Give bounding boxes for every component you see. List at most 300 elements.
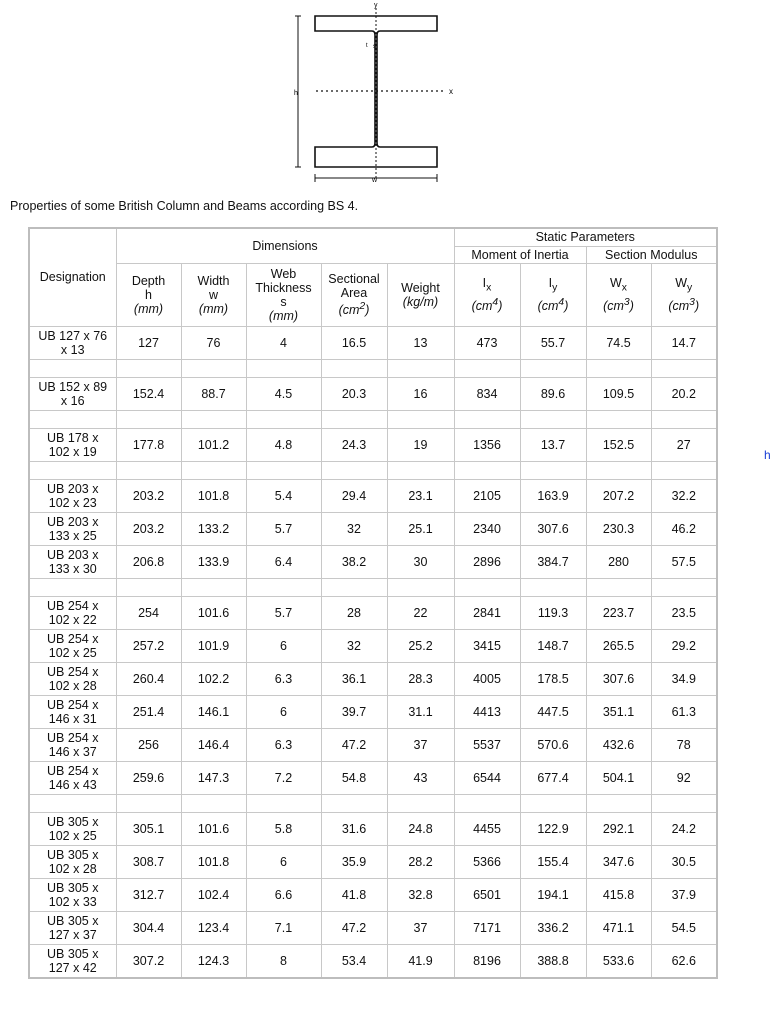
table-row	[29, 545, 717, 578]
cell-m: 22	[387, 596, 454, 629]
designation-cell	[29, 812, 116, 845]
cell-wy: 27	[651, 428, 717, 461]
cell-wy: 24.2	[651, 812, 717, 845]
width-header	[181, 263, 246, 326]
table-row	[29, 728, 717, 761]
table-row	[29, 428, 717, 461]
cell-iy: 13.7	[520, 428, 586, 461]
cell-m: 25.1	[387, 512, 454, 545]
cell-ix: 6501	[454, 878, 520, 911]
area-header-unit	[338, 300, 370, 318]
separator-cell	[116, 359, 181, 377]
wx-unit-exponent: 3	[623, 296, 630, 308]
beam-properties-table	[28, 227, 718, 979]
cell-a: 31.6	[321, 812, 387, 845]
cell-ix: 7171	[454, 911, 520, 944]
separator-cell	[116, 410, 181, 428]
cell-wx: 152.5	[586, 428, 651, 461]
wy-subscript: y	[687, 282, 693, 294]
group-separator-row	[29, 794, 717, 812]
table-row	[29, 596, 717, 629]
designation-line-1: UB 203 x	[47, 547, 99, 562]
designation-line-1: UB 305 x	[47, 880, 99, 895]
cell-wy: 61.3	[651, 695, 717, 728]
table-row	[29, 944, 717, 978]
designation-cell	[29, 845, 116, 878]
separator-cell	[321, 410, 387, 428]
separator-cell	[246, 410, 321, 428]
cell-iy: 384.7	[520, 545, 586, 578]
cell-m: 25.2	[387, 629, 454, 662]
designation-line-2: 102 x 28	[48, 678, 97, 693]
cell-ix: 4005	[454, 662, 520, 695]
separator-cell	[651, 461, 717, 479]
table-row	[29, 695, 717, 728]
width-header-unit: (mm)	[198, 301, 229, 316]
designation-line-1: UB 127 x 76	[38, 328, 108, 343]
cell-ix: 4413	[454, 695, 520, 728]
cell-a: 32	[321, 512, 387, 545]
separator-cell	[387, 359, 454, 377]
designation-line-1: UB 254 x	[47, 730, 99, 745]
separator-cell	[586, 461, 651, 479]
cell-h: 251.4	[116, 695, 181, 728]
cell-wy: 92	[651, 761, 717, 794]
cell-wy: 57.5	[651, 545, 717, 578]
wy-unit-close: )	[694, 298, 700, 313]
iy-symbol: I	[548, 276, 553, 291]
cell-m: 43	[387, 761, 454, 794]
cell-ix: 834	[454, 377, 520, 410]
separator-cell	[181, 578, 246, 596]
designation-line-2: 146 x 43	[48, 777, 97, 792]
cell-iy: 447.5	[520, 695, 586, 728]
area-header-name-2: Area	[340, 285, 368, 300]
cell-iy: 194.1	[520, 878, 586, 911]
web-thickness-header	[246, 263, 321, 326]
cell-h: 260.4	[116, 662, 181, 695]
cell-m: 13	[387, 326, 454, 359]
separator-cell	[321, 578, 387, 596]
y-axis-label: y	[374, 2, 378, 9]
separator-cell	[520, 794, 586, 812]
cell-s: 5.7	[246, 512, 321, 545]
depth-header	[116, 263, 181, 326]
designation-line-2: 127 x 37	[48, 927, 97, 942]
cell-wx: 223.7	[586, 596, 651, 629]
cell-wy: 62.6	[651, 944, 717, 978]
designation-line-2: 133 x 25	[48, 528, 97, 543]
cell-m: 37	[387, 728, 454, 761]
designation-line-1: UB 305 x	[47, 847, 99, 862]
cell-m: 24.8	[387, 812, 454, 845]
cell-wy: 30.5	[651, 845, 717, 878]
designation-line-2: 133 x 30	[48, 561, 97, 576]
cell-w: 88.7	[181, 377, 246, 410]
separator-cell	[520, 359, 586, 377]
designation-line-2: 102 x 19	[48, 444, 97, 459]
wy-unit-exponent: 3	[689, 296, 695, 308]
iy-unit-exponent: 4	[558, 296, 565, 308]
cell-s: 6.3	[246, 728, 321, 761]
designation-line-2: 146 x 31	[48, 711, 97, 726]
cell-s: 6.4	[246, 545, 321, 578]
cell-a: 47.2	[321, 911, 387, 944]
separator-cell	[29, 359, 116, 377]
flange-thickness-label: t	[366, 43, 368, 49]
ix-unit-exponent: 4	[492, 296, 499, 308]
separator-cell	[520, 578, 586, 596]
cell-s: 6.3	[246, 662, 321, 695]
group-separator-row	[29, 461, 717, 479]
cell-a: 54.8	[321, 761, 387, 794]
cell-iy: 89.6	[520, 377, 586, 410]
cell-iy: 148.7	[520, 629, 586, 662]
area-unit-exponent: 2	[359, 300, 366, 312]
cell-h: 152.4	[116, 377, 181, 410]
cell-iy: 570.6	[520, 728, 586, 761]
cell-ix: 1356	[454, 428, 520, 461]
cell-wx: 415.8	[586, 878, 651, 911]
cell-ix: 6544	[454, 761, 520, 794]
cell-w: 76	[181, 326, 246, 359]
separator-cell	[651, 359, 717, 377]
separator-cell	[181, 359, 246, 377]
cell-wx: 533.6	[586, 944, 651, 978]
cell-w: 146.4	[181, 728, 246, 761]
separator-cell	[246, 359, 321, 377]
ix-unit-close: )	[498, 298, 503, 313]
cell-a: 32	[321, 629, 387, 662]
designation-line-2: 102 x 23	[48, 495, 97, 510]
area-header-name-1: Sectional	[328, 271, 380, 286]
designation-cell	[29, 911, 116, 944]
depth-header-symbol: h	[145, 287, 152, 302]
cell-w: 146.1	[181, 695, 246, 728]
cell-m: 19	[387, 428, 454, 461]
separator-cell	[29, 794, 116, 812]
cell-s: 4.8	[246, 428, 321, 461]
table-caption: Properties of some British Column and Beams according BS 4.	[10, 199, 359, 213]
designation-line-1: UB 254 x	[47, 598, 99, 613]
cell-ix: 4455	[454, 812, 520, 845]
separator-cell	[454, 461, 520, 479]
cell-iy: 155.4	[520, 845, 586, 878]
iy-unit-close: )	[564, 298, 569, 313]
designation-cell	[29, 944, 116, 978]
cell-wx: 307.6	[586, 662, 651, 695]
separator-cell	[29, 578, 116, 596]
cell-h: 257.2	[116, 629, 181, 662]
x-axis-label: x	[449, 87, 453, 96]
table-row	[29, 662, 717, 695]
designation-line-2: 102 x 25	[48, 645, 97, 660]
designation-line-2: x 16	[60, 393, 85, 408]
web-header-name-2: Thickness	[255, 280, 312, 295]
separator-cell	[116, 794, 181, 812]
cell-m: 32.8	[387, 878, 454, 911]
cell-h: 256	[116, 728, 181, 761]
separator-cell	[586, 410, 651, 428]
designation-cell	[29, 377, 116, 410]
separator-cell	[651, 410, 717, 428]
separator-cell	[454, 410, 520, 428]
cell-wy: 14.7	[651, 326, 717, 359]
separator-cell	[246, 794, 321, 812]
cell-ix: 5366	[454, 845, 520, 878]
cell-wx: 109.5	[586, 377, 651, 410]
separator-cell	[116, 461, 181, 479]
cell-w: 101.8	[181, 845, 246, 878]
cell-m: 31.1	[387, 695, 454, 728]
separator-cell	[651, 578, 717, 596]
cell-ix: 2105	[454, 479, 520, 512]
designation-line-1: UB 254 x	[47, 763, 99, 778]
designation-header: Designation	[29, 228, 116, 326]
table-row	[29, 377, 717, 410]
cell-a: 16.5	[321, 326, 387, 359]
cell-wy: 23.5	[651, 596, 717, 629]
separator-cell	[29, 410, 116, 428]
cell-wy: 29.2	[651, 629, 717, 662]
designation-cell	[29, 878, 116, 911]
weight-header-name: Weight	[401, 280, 440, 295]
separator-cell	[321, 461, 387, 479]
iy-header	[520, 263, 586, 326]
separator-cell	[387, 794, 454, 812]
cell-a: 47.2	[321, 728, 387, 761]
ix-subscript: x	[486, 282, 492, 294]
cell-w: 147.3	[181, 761, 246, 794]
cell-w: 124.3	[181, 944, 246, 978]
cell-m: 37	[387, 911, 454, 944]
designation-line-2: x 13	[60, 342, 85, 357]
cell-wx: 292.1	[586, 812, 651, 845]
beam-properties-table-wrapper	[28, 227, 718, 979]
cell-s: 5.4	[246, 479, 321, 512]
web-thickness-label: s	[373, 44, 376, 50]
cell-wx: 504.1	[586, 761, 651, 794]
cell-s: 6.6	[246, 878, 321, 911]
cell-s: 6	[246, 629, 321, 662]
designation-line-1: UB 305 x	[47, 946, 99, 961]
cell-w: 102.4	[181, 878, 246, 911]
cell-ix: 473	[454, 326, 520, 359]
separator-cell	[116, 578, 181, 596]
table-row	[29, 845, 717, 878]
separator-cell	[387, 410, 454, 428]
group-separator-row	[29, 359, 717, 377]
cell-m: 41.9	[387, 944, 454, 978]
cell-wx: 230.3	[586, 512, 651, 545]
ix-unit	[471, 296, 503, 313]
weight-header-unit: (kg/m)	[402, 294, 439, 309]
cell-wy: 34.9	[651, 662, 717, 695]
width-header-symbol: w	[208, 287, 219, 302]
cell-w: 101.6	[181, 596, 246, 629]
static-parameters-header: Static Parameters	[454, 228, 717, 246]
cell-a: 35.9	[321, 845, 387, 878]
cell-w: 133.9	[181, 545, 246, 578]
designation-cell	[29, 545, 116, 578]
depth-label: h	[294, 90, 298, 97]
i-beam-section-diagram	[280, 0, 470, 185]
cell-w: 133.2	[181, 512, 246, 545]
separator-cell	[246, 578, 321, 596]
web-header-symbol: s	[280, 294, 287, 309]
table-row	[29, 629, 717, 662]
designation-cell	[29, 512, 116, 545]
web-header-unit: (mm)	[268, 308, 299, 323]
cell-h: 304.4	[116, 911, 181, 944]
cell-h: 203.2	[116, 479, 181, 512]
cell-h: 254	[116, 596, 181, 629]
separator-cell	[29, 461, 116, 479]
cell-m: 16	[387, 377, 454, 410]
designation-line-2: 102 x 25	[48, 828, 97, 843]
cell-h: 177.8	[116, 428, 181, 461]
group-separator-row	[29, 578, 717, 596]
designation-cell	[29, 695, 116, 728]
separator-cell	[520, 410, 586, 428]
separator-cell	[520, 461, 586, 479]
cell-wy: 32.2	[651, 479, 717, 512]
edge-link-fragment[interactable]: h	[764, 448, 771, 462]
table-row	[29, 326, 717, 359]
cell-h: 206.8	[116, 545, 181, 578]
designation-line-2: 102 x 22	[48, 612, 97, 627]
cell-m: 23.1	[387, 479, 454, 512]
cell-wy: 78	[651, 728, 717, 761]
separator-cell	[387, 461, 454, 479]
table-row	[29, 911, 717, 944]
wx-unit-close: )	[629, 298, 634, 313]
area-unit-close: )	[365, 303, 370, 318]
cell-m: 28.3	[387, 662, 454, 695]
table-body	[29, 326, 717, 978]
wy-unit-base: (cm	[668, 298, 690, 313]
cell-h: 308.7	[116, 845, 181, 878]
cell-wx: 347.6	[586, 845, 651, 878]
cell-s: 7.2	[246, 761, 321, 794]
designation-line-1: UB 254 x	[47, 664, 99, 679]
dimensions-header: Dimensions	[116, 228, 454, 263]
cell-ix: 8196	[454, 944, 520, 978]
cell-ix: 2896	[454, 545, 520, 578]
table-row	[29, 512, 717, 545]
depth-header-unit: (mm)	[133, 301, 164, 316]
cell-iy: 119.3	[520, 596, 586, 629]
cell-wy: 20.2	[651, 377, 717, 410]
separator-cell	[181, 461, 246, 479]
cell-h: 259.6	[116, 761, 181, 794]
cell-ix: 2340	[454, 512, 520, 545]
designation-line-1: UB 305 x	[47, 814, 99, 829]
table-row	[29, 812, 717, 845]
weight-header	[387, 263, 454, 326]
cell-a: 53.4	[321, 944, 387, 978]
cell-iy: 388.8	[520, 944, 586, 978]
cell-iy: 55.7	[520, 326, 586, 359]
group-separator-row	[29, 410, 717, 428]
cell-wx: 471.1	[586, 911, 651, 944]
cell-ix: 2841	[454, 596, 520, 629]
separator-cell	[454, 794, 520, 812]
web-header-name-1: Web	[270, 266, 297, 281]
cell-s: 4	[246, 326, 321, 359]
designation-cell	[29, 596, 116, 629]
cell-s: 5.7	[246, 596, 321, 629]
width-label: w	[372, 177, 378, 184]
wx-unit-base: (cm	[603, 298, 624, 313]
designation-line-2: 146 x 37	[48, 744, 97, 759]
ix-unit-base: (cm	[471, 298, 493, 313]
designation-line-1: UB 178 x	[47, 430, 99, 445]
cell-iy: 336.2	[520, 911, 586, 944]
separator-cell	[586, 794, 651, 812]
separator-cell	[321, 794, 387, 812]
cell-a: 36.1	[321, 662, 387, 695]
cell-m: 28.2	[387, 845, 454, 878]
cell-wx: 265.5	[586, 629, 651, 662]
cell-s: 7.1	[246, 911, 321, 944]
cell-h: 307.2	[116, 944, 181, 978]
wx-symbol: W	[609, 276, 622, 291]
wx-subscript: x	[621, 282, 627, 294]
designation-line-1: UB 305 x	[47, 913, 99, 928]
cell-a: 41.8	[321, 878, 387, 911]
designation-line-2: 127 x 42	[48, 960, 97, 975]
wy-symbol: W	[675, 276, 688, 291]
cell-ix: 3415	[454, 629, 520, 662]
separator-cell	[321, 359, 387, 377]
ix-header	[454, 263, 520, 326]
cell-s: 6	[246, 695, 321, 728]
designation-cell	[29, 479, 116, 512]
cell-wx: 207.2	[586, 479, 651, 512]
designation-cell	[29, 761, 116, 794]
depth-header-name: Depth	[131, 273, 166, 288]
designation-cell	[29, 728, 116, 761]
wy-unit	[668, 296, 700, 313]
separator-cell	[454, 359, 520, 377]
iy-unit	[537, 296, 569, 313]
cell-s: 6	[246, 845, 321, 878]
table-row	[29, 878, 717, 911]
wy-header	[651, 263, 717, 326]
cell-w: 101.2	[181, 428, 246, 461]
designation-line-1: UB 254 x	[47, 697, 99, 712]
cell-s: 8	[246, 944, 321, 978]
table-row	[29, 479, 717, 512]
cell-a: 28	[321, 596, 387, 629]
cell-w: 101.6	[181, 812, 246, 845]
area-unit-base: (cm	[338, 303, 360, 318]
cell-a: 24.3	[321, 428, 387, 461]
cell-s: 4.5	[246, 377, 321, 410]
designation-line-1: UB 152 x 89	[38, 379, 108, 394]
separator-cell	[586, 578, 651, 596]
cell-wy: 54.5	[651, 911, 717, 944]
cell-iy: 122.9	[520, 812, 586, 845]
cell-a: 20.3	[321, 377, 387, 410]
cell-wx: 74.5	[586, 326, 651, 359]
cell-a: 38.2	[321, 545, 387, 578]
designation-line-1: UB 254 x	[47, 631, 99, 646]
designation-line-1: UB 203 x	[47, 481, 99, 496]
separator-cell	[246, 461, 321, 479]
cell-iy: 307.6	[520, 512, 586, 545]
